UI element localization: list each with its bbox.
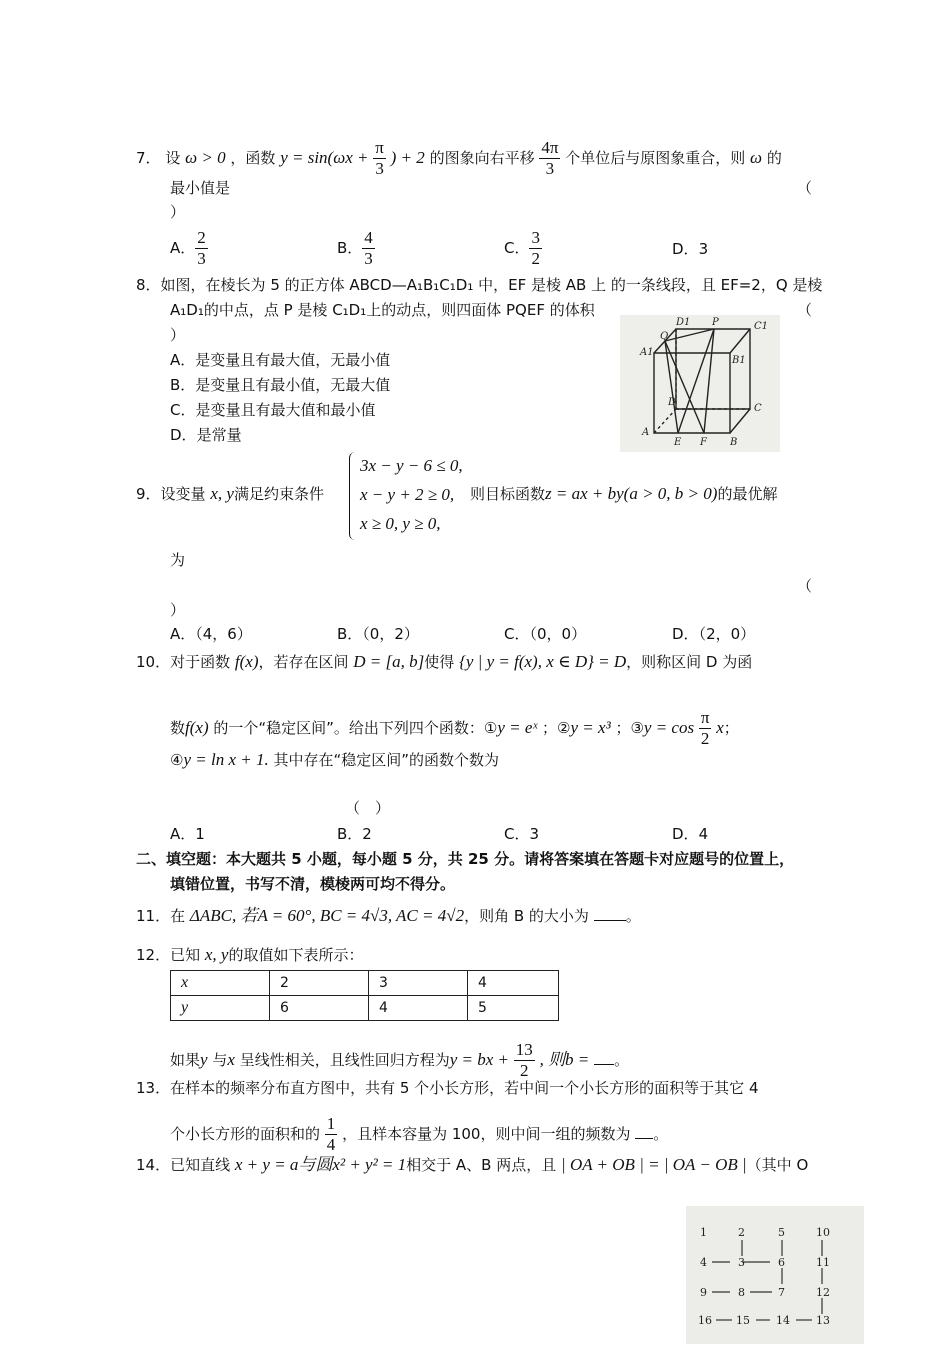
svg-text:9: 9: [700, 1286, 707, 1299]
cube-label: E: [674, 437, 682, 448]
q8-option-b: B．是变量且有最小值，无最大值: [170, 376, 391, 394]
xy-table: [170, 970, 559, 1021]
constraint-brace: [349, 452, 360, 540]
answer-blank: [594, 906, 626, 921]
svg-text:1: 1: [700, 1226, 707, 1239]
q13-line1: 13．在样本的频率分布直方图中，共有 5 个小长方形，若中间一个小长方形的面积等于其它 4: [136, 1079, 759, 1097]
answer-paren: （: [797, 179, 813, 197]
constraint: x − y + 2 ≥ 0,: [360, 485, 455, 504]
q7-option-d: D．3: [672, 240, 709, 258]
q9-line1: 9．设变量 x, y满足约束条件: [136, 484, 324, 503]
svg-text:11: 11: [816, 1256, 830, 1269]
svg-text:2: 2: [738, 1226, 745, 1239]
q7-text: 的: [766, 149, 782, 167]
cube-label: C: [754, 403, 762, 414]
answer-paren: （: [797, 301, 813, 319]
q10-line2: 数f(x) 的一个“稳定区间”。给出下列四个函数：①y = eˣ ；②y = x³ ；③y = cos $\frac{\pi}{2}$ x；: [170, 708, 739, 748]
question-number: 13．: [136, 1079, 171, 1097]
q7-option-c: C． $\frac{3}{2}$: [504, 228, 540, 268]
q8-option-c: C．是变量且有最大值和最小值: [170, 401, 376, 419]
svg-text:12: 12: [816, 1286, 830, 1299]
answer-paren: ）: [170, 326, 186, 344]
q8-line2: A₁D₁的中点，点 P 是棱 C₁D₁上的动点，则四面体 PQEF 的体积: [170, 301, 595, 319]
svg-text:4: 4: [700, 1256, 707, 1269]
q9-option-b: B．（0，2）: [337, 625, 419, 643]
constraint: 3x − y − 6 ≤ 0,: [360, 456, 463, 475]
q7-option-b: B． $\frac{4}{3}$: [337, 228, 373, 268]
q14-line: 14．已知直线 x + y = a与圆x² + y² = 1相交于 A、B 两点，且 | OA + OB | = | OA − OB |（其中 O: [136, 1155, 809, 1174]
q7-text: 个单位后与原图象重合，则: [565, 149, 746, 167]
q10-option-d: D．4: [672, 825, 709, 843]
cube-label: F: [700, 437, 707, 448]
q9-option-a: A．（4，6）: [170, 625, 252, 643]
q7-line1: [136, 138, 782, 179]
section-heading: 二、填空题：本大题共 5 小题，每小题 5 分，共 25 分。请将答案填在答题卡对应题号的位置上，: [136, 850, 795, 868]
svg-text:3: 3: [738, 1256, 745, 1269]
q7-text: 设: [165, 149, 181, 167]
q7-omega: ω: [750, 148, 763, 167]
q8-line1: 8．如图，在棱长为 5 的正方体 ABCD—A₁B₁C₁D₁ 中，EF 是棱 AB 上 的一条线段，且 EF=2，Q 是棱: [136, 276, 823, 294]
q9-option-d: D．（2，0）: [672, 625, 756, 643]
cube-label: Q: [660, 331, 669, 342]
svg-text:14: 14: [776, 1314, 790, 1327]
cube-label: D: [668, 397, 677, 408]
q8-option-d: D．是常量: [170, 426, 242, 444]
question-number: 9．: [136, 485, 161, 503]
q8-option-a: A．是变量且有最大值，无最小值: [170, 351, 391, 369]
cube-figure: [620, 315, 780, 452]
cube-label: C1: [754, 321, 769, 332]
cube-label: A1: [640, 347, 654, 358]
answer-paren: ）: [170, 601, 186, 619]
q10-option-b: B．2: [337, 825, 372, 843]
svg-text:10: 10: [816, 1226, 830, 1239]
cube-label: A: [642, 427, 650, 438]
q9-option-c: C．（0，0）: [504, 625, 587, 643]
q10-option-c: C．3: [504, 825, 540, 843]
q7-text: ，函数: [230, 149, 276, 167]
answer-blank: [635, 1124, 653, 1139]
table-row: y 6 4 5: [171, 996, 559, 1021]
cube-diagram: [620, 315, 780, 452]
svg-text:15: 15: [736, 1314, 750, 1327]
q7-function: ) + 2: [390, 148, 425, 167]
q13-line2: 个小长方形的面积和的 $\frac{1}{4}$ ，且样本容量为 100，则中间一组的频数为 。: [170, 1114, 669, 1154]
q7-text: 的图象向右平移: [429, 149, 535, 167]
answer-paren: ）: [170, 203, 186, 221]
q12-line2: 如果y 与x 呈线性相关，且线性回归方程为y = bx + $\frac{13}{2}$ , 则b = 。: [170, 1040, 630, 1080]
cube-label: P: [712, 317, 719, 328]
svg-text:8: 8: [738, 1286, 745, 1299]
svg-text:16: 16: [698, 1314, 712, 1327]
q10-line3: ④y = ln x + 1. 其中存在“稳定区间”的函数个数为: [170, 750, 500, 769]
number-grid-diagram: [686, 1206, 864, 1344]
svg-text:5: 5: [778, 1226, 785, 1239]
q12-line1: 12．已知 x, y的取值如下表所示：: [136, 945, 364, 964]
cube-label: B1: [732, 355, 746, 366]
constraint: x ≥ 0, y ≥ 0,: [360, 514, 441, 533]
q11-line: 11．在 ΔABC, 若A = 60°, BC = 4√3, AC = 4√2，则角 B 的大小为 。: [136, 906, 641, 925]
section-heading-cont: 填错位置，书写不清，模棱两可均不得分。: [170, 875, 456, 893]
question-number: 11．: [136, 907, 171, 925]
q10-option-a: A．1: [170, 825, 205, 843]
svg-text:7: 7: [778, 1286, 785, 1299]
q7-condition: ω > 0: [185, 148, 226, 167]
cube-label: B: [730, 437, 738, 448]
q7-fraction-pi-3: $\frac{\pi}{3}$: [375, 138, 384, 178]
answer-blank: [594, 1050, 614, 1065]
question-number: 7．: [136, 149, 161, 167]
answer-paren: （: [797, 577, 813, 595]
q10-line1: 10．对于函数 f(x)，若存在区间 D = [a, b]使得 {y | y = f(x), x ∈ D} = D，则称区间 D 为函: [136, 652, 753, 671]
q7-fraction-4pi-3: $\frac{4\pi}{3}$: [541, 138, 559, 178]
q9-line2: 为: [170, 551, 186, 569]
q7-line2: 最小值是: [170, 179, 231, 197]
table-row: x 2 3 4: [171, 971, 559, 996]
q9-objective-line: 则目标函数z = ax + by(a > 0, b > 0)的最优解: [470, 484, 778, 503]
svg-text:6: 6: [778, 1256, 785, 1269]
question-number: 8．: [136, 276, 161, 294]
question-number: 12．: [136, 946, 171, 964]
number-grid-figure: [686, 1206, 864, 1344]
question-number: 10．: [136, 653, 171, 671]
answer-paren: （ ）: [345, 799, 391, 817]
q7-option-a: A． $\frac{2}{3}$: [170, 228, 206, 268]
svg-text:13: 13: [816, 1314, 830, 1327]
q7-function: y = sin(ωx +: [280, 148, 369, 167]
cube-label: D1: [676, 317, 691, 328]
question-number: 14．: [136, 1156, 171, 1174]
